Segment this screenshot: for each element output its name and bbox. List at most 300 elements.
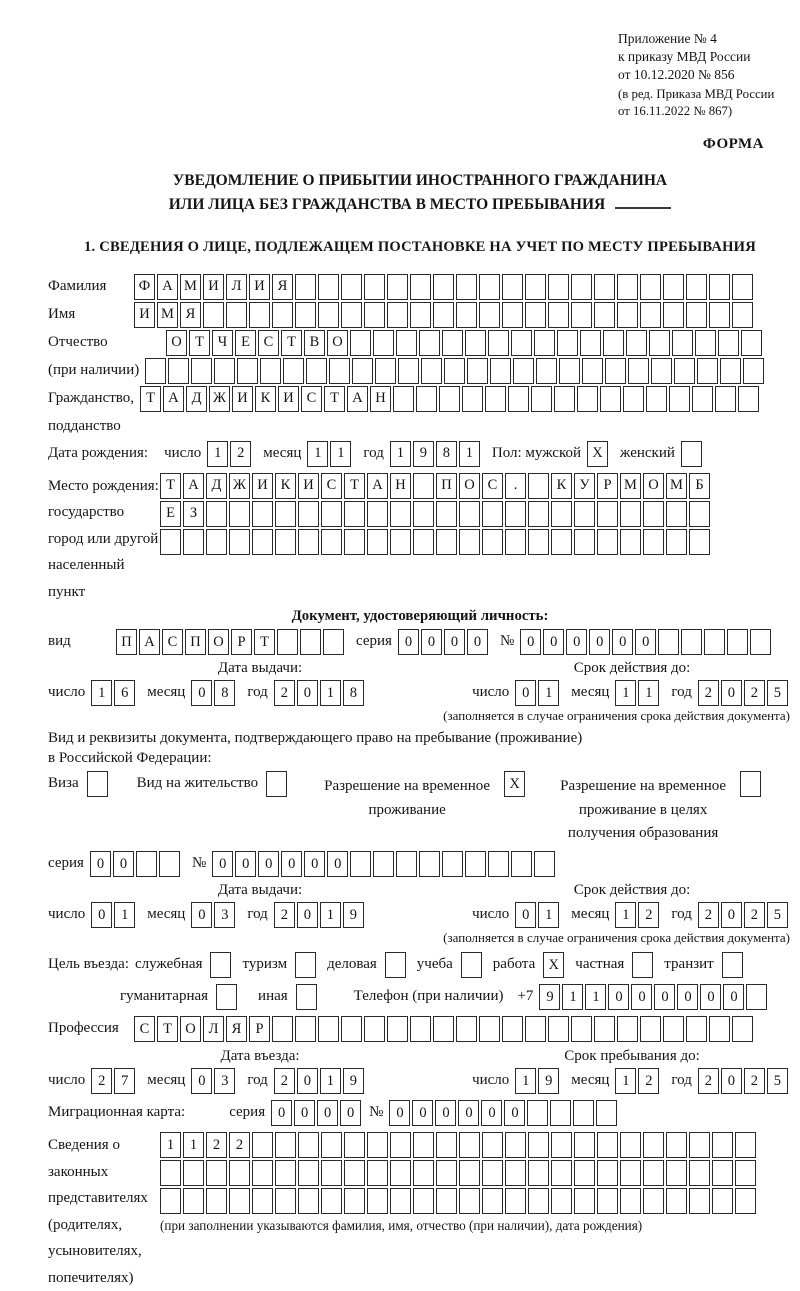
form-cell[interactable] [465,851,486,877]
form-cell[interactable]: 0 [515,902,536,928]
form-cell[interactable] [367,1160,388,1186]
form-cell[interactable] [689,1160,710,1186]
form-cell[interactable] [663,302,684,328]
form-cell[interactable] [746,984,767,1010]
form-cell[interactable]: 2 [698,680,719,706]
form-cell[interactable] [528,529,549,555]
form-cell[interactable] [482,501,503,527]
form-cell[interactable] [387,1016,408,1042]
form-cell[interactable] [511,330,532,356]
form-cell[interactable]: С [134,1016,155,1042]
form-cell[interactable] [390,1188,411,1214]
form-cell[interactable] [620,529,641,555]
form-cell[interactable] [511,851,532,877]
form-cell[interactable] [364,1016,385,1042]
form-cell[interactable] [229,1188,250,1214]
form-cell[interactable]: 5 [767,1068,788,1094]
form-cell[interactable] [436,1188,457,1214]
form-cell[interactable]: 2 [638,1068,659,1094]
form-cell[interactable] [459,501,480,527]
form-cell[interactable]: 0 [481,1100,502,1126]
form-cell[interactable]: 1 [207,441,228,467]
form-cell[interactable] [551,1160,572,1186]
form-cell[interactable] [433,302,454,328]
form-cell[interactable] [206,1188,227,1214]
form-cell[interactable] [643,529,664,555]
form-cell[interactable]: 0 [631,984,652,1010]
form-cell[interactable] [743,358,764,384]
form-cell[interactable]: И [203,274,224,300]
form-cell[interactable]: У [574,473,595,499]
form-cell[interactable] [643,1132,664,1158]
form-cell[interactable] [651,358,672,384]
form-cell[interactable] [465,330,486,356]
form-cell[interactable] [344,1160,365,1186]
form-cell[interactable]: 1 [615,680,636,706]
form-cell[interactable]: 0 [340,1100,361,1126]
form-cell[interactable] [709,274,730,300]
form-cell[interactable] [410,302,431,328]
form-cell[interactable] [640,274,661,300]
form-cell[interactable] [574,1160,595,1186]
form-cell[interactable] [375,358,396,384]
form-cell[interactable]: В [304,330,325,356]
form-cell[interactable]: А [163,386,184,412]
form-cell[interactable]: 1 [538,680,559,706]
form-cell[interactable]: 3 [214,902,235,928]
form-cell[interactable]: Р [249,1016,270,1042]
form-cell[interactable]: М [157,302,178,328]
form-cell[interactable]: О [643,473,664,499]
form-cell[interactable]: 1 [615,1068,636,1094]
form-cell[interactable]: 0 [421,629,442,655]
form-cell[interactable] [681,629,702,655]
form-cell[interactable]: Б [689,473,710,499]
form-cell[interactable]: 8 [214,680,235,706]
form-cell[interactable]: 0 [654,984,675,1010]
form-cell[interactable] [577,386,598,412]
form-cell[interactable]: 0 [700,984,721,1010]
form-cell[interactable]: 0 [566,629,587,655]
form-cell[interactable] [341,274,362,300]
form-cell[interactable] [727,629,748,655]
form-cell[interactable] [439,386,460,412]
form-cell[interactable]: 0 [235,851,256,877]
form-cell[interactable] [298,501,319,527]
form-cell[interactable] [203,302,224,328]
form-cell[interactable] [626,330,647,356]
form-cell[interactable] [735,1132,756,1158]
form-cell[interactable] [505,1188,526,1214]
form-cell[interactable] [321,501,342,527]
form-cell[interactable] [436,529,457,555]
form-cell[interactable] [534,851,555,877]
form-cell[interactable] [229,501,250,527]
form-cell[interactable]: И [298,473,319,499]
form-cell[interactable] [367,529,388,555]
form-cell[interactable]: 1 [638,680,659,706]
form-cell[interactable] [643,1188,664,1214]
form-cell[interactable]: 2 [229,1132,250,1158]
form-cell[interactable]: 0 [90,851,111,877]
form-cell[interactable] [502,302,523,328]
form-cell[interactable]: Т [344,473,365,499]
form-cell[interactable] [715,386,736,412]
option-visa-checkbox[interactable] [87,771,108,797]
form-cell[interactable] [750,629,771,655]
form-cell[interactable]: Ж [209,386,230,412]
form-cell[interactable]: Я [272,274,293,300]
form-cell[interactable]: 0 [444,629,465,655]
form-cell[interactable] [663,1016,684,1042]
form-cell[interactable] [306,358,327,384]
form-cell[interactable] [482,1188,503,1214]
sex-female-checkbox[interactable] [681,441,702,467]
form-cell[interactable] [410,274,431,300]
form-cell[interactable] [272,302,293,328]
form-cell[interactable] [686,1016,707,1042]
form-cell[interactable] [482,1132,503,1158]
form-cell[interactable] [580,330,601,356]
form-cell[interactable]: 2 [698,902,719,928]
form-cell[interactable]: З [183,501,204,527]
form-cell[interactable]: 0 [281,851,302,877]
form-cell[interactable] [442,851,463,877]
form-cell[interactable] [600,386,621,412]
form-cell[interactable] [298,529,319,555]
form-cell[interactable] [341,302,362,328]
form-cell[interactable] [459,1188,480,1214]
form-cell[interactable] [502,274,523,300]
form-cell[interactable] [597,1188,618,1214]
form-cell[interactable] [502,1016,523,1042]
form-cell[interactable] [709,302,730,328]
form-cell[interactable] [323,629,344,655]
form-cell[interactable]: 2 [698,1068,719,1094]
form-cell[interactable] [505,529,526,555]
form-cell[interactable] [525,1016,546,1042]
form-cell[interactable]: 9 [343,902,364,928]
form-cell[interactable] [712,1188,733,1214]
form-cell[interactable]: 9 [539,984,560,1010]
form-cell[interactable]: 8 [436,441,457,467]
form-cell[interactable] [620,1160,641,1186]
form-cell[interactable] [373,851,394,877]
form-cell[interactable] [321,1132,342,1158]
form-cell[interactable]: 2 [744,1068,765,1094]
form-cell[interactable]: 0 [304,851,325,877]
form-cell[interactable] [643,1160,664,1186]
form-cell[interactable]: Т [324,386,345,412]
form-cell[interactable]: С [482,473,503,499]
form-cell[interactable] [689,529,710,555]
form-cell[interactable] [321,529,342,555]
form-cell[interactable] [689,1132,710,1158]
form-cell[interactable] [620,1188,641,1214]
form-cell[interactable] [666,1188,687,1214]
form-cell[interactable]: П [436,473,457,499]
form-cell[interactable]: О [166,330,187,356]
form-cell[interactable] [462,386,483,412]
form-cell[interactable] [413,529,434,555]
form-cell[interactable] [295,274,316,300]
form-cell[interactable] [393,386,414,412]
form-cell[interactable] [686,302,707,328]
form-cell[interactable]: 5 [767,680,788,706]
form-cell[interactable] [300,629,321,655]
form-cell[interactable]: 0 [212,851,233,877]
form-cell[interactable] [597,501,618,527]
form-cell[interactable]: 0 [317,1100,338,1126]
form-cell[interactable]: Н [370,386,391,412]
form-cell[interactable]: Т [254,629,275,655]
form-cell[interactable]: 0 [677,984,698,1010]
form-cell[interactable]: Т [157,1016,178,1042]
form-cell[interactable]: И [249,274,270,300]
form-cell[interactable]: 0 [191,680,212,706]
form-cell[interactable]: 2 [744,902,765,928]
purpose-work-checkbox[interactable]: X [543,952,564,978]
purpose-private-checkbox[interactable] [632,952,653,978]
purpose-study-checkbox[interactable] [461,952,482,978]
form-cell[interactable]: 1 [160,1132,181,1158]
form-cell[interactable] [459,1160,480,1186]
form-cell[interactable]: 0 [294,1100,315,1126]
purpose-tourism-checkbox[interactable] [295,952,316,978]
form-cell[interactable]: 0 [721,1068,742,1094]
form-cell[interactable]: 0 [589,629,610,655]
form-cell[interactable] [413,501,434,527]
form-cell[interactable] [252,501,273,527]
form-cell[interactable]: Д [206,473,227,499]
form-cell[interactable] [318,274,339,300]
form-cell[interactable]: К [255,386,276,412]
form-cell[interactable] [350,330,371,356]
form-cell[interactable]: 1 [330,441,351,467]
form-cell[interactable]: 8 [343,680,364,706]
form-cell[interactable]: Т [140,386,161,412]
purpose-business-checkbox[interactable] [385,952,406,978]
form-cell[interactable]: 2 [274,1068,295,1094]
form-cell[interactable] [390,1132,411,1158]
form-cell[interactable] [508,386,529,412]
form-cell[interactable] [674,358,695,384]
form-cell[interactable]: Ф [134,274,155,300]
form-cell[interactable] [367,1188,388,1214]
form-cell[interactable] [573,1100,594,1126]
form-cell[interactable] [574,1188,595,1214]
form-cell[interactable] [459,529,480,555]
form-cell[interactable] [318,302,339,328]
form-cell[interactable] [364,274,385,300]
form-cell[interactable]: Ж [229,473,250,499]
form-cell[interactable] [456,302,477,328]
form-cell[interactable]: 1 [91,680,112,706]
form-cell[interactable] [528,473,549,499]
form-cell[interactable] [344,1132,365,1158]
form-cell[interactable] [738,386,759,412]
form-cell[interactable] [718,330,739,356]
form-cell[interactable] [419,330,440,356]
form-cell[interactable] [387,302,408,328]
form-cell[interactable] [551,501,572,527]
form-cell[interactable]: С [162,629,183,655]
form-cell[interactable] [488,851,509,877]
form-cell[interactable] [436,1160,457,1186]
form-cell[interactable]: 0 [504,1100,525,1126]
form-cell[interactable] [272,1016,293,1042]
form-cell[interactable] [168,358,189,384]
form-cell[interactable] [160,1160,181,1186]
form-cell[interactable]: 0 [389,1100,410,1126]
form-cell[interactable]: 0 [612,629,633,655]
form-cell[interactable]: 2 [91,1068,112,1094]
form-cell[interactable]: 1 [183,1132,204,1158]
form-cell[interactable] [160,529,181,555]
form-cell[interactable] [534,330,555,356]
form-cell[interactable]: Т [189,330,210,356]
form-cell[interactable] [367,501,388,527]
form-cell[interactable] [582,358,603,384]
form-cell[interactable] [479,1016,500,1042]
form-cell[interactable]: Ч [212,330,233,356]
form-cell[interactable]: 0 [515,680,536,706]
form-cell[interactable]: 0 [435,1100,456,1126]
form-cell[interactable]: 0 [398,629,419,655]
form-cell[interactable]: 1 [615,902,636,928]
form-cell[interactable]: Н [390,473,411,499]
form-cell[interactable]: П [116,629,137,655]
form-cell[interactable]: А [347,386,368,412]
form-cell[interactable] [505,1132,526,1158]
form-cell[interactable] [396,851,417,877]
form-cell[interactable]: И [252,473,273,499]
form-cell[interactable] [275,1132,296,1158]
option-residence-permit-checkbox[interactable] [266,771,287,797]
form-cell[interactable] [720,358,741,384]
form-cell[interactable] [341,1016,362,1042]
form-cell[interactable]: Д [186,386,207,412]
form-cell[interactable] [571,1016,592,1042]
form-cell[interactable]: 0 [297,680,318,706]
form-cell[interactable] [571,274,592,300]
form-cell[interactable] [551,1132,572,1158]
option-temp-residence-checkbox[interactable]: X [504,771,525,797]
form-cell[interactable] [732,302,753,328]
form-cell[interactable] [410,1016,431,1042]
form-cell[interactable] [390,529,411,555]
form-cell[interactable]: 7 [114,1068,135,1094]
form-cell[interactable] [697,358,718,384]
form-cell[interactable] [252,1132,273,1158]
form-cell[interactable] [709,1016,730,1042]
form-cell[interactable] [689,501,710,527]
form-cell[interactable] [605,358,626,384]
form-cell[interactable] [646,386,667,412]
form-cell[interactable]: 1 [538,902,559,928]
form-cell[interactable]: Р [597,473,618,499]
form-cell[interactable] [528,1132,549,1158]
form-cell[interactable]: А [183,473,204,499]
form-cell[interactable] [505,501,526,527]
form-cell[interactable] [214,358,235,384]
form-cell[interactable]: 0 [608,984,629,1010]
form-cell[interactable]: 0 [723,984,744,1010]
form-cell[interactable] [596,1100,617,1126]
form-cell[interactable] [433,274,454,300]
form-cell[interactable]: Р [231,629,252,655]
form-cell[interactable] [277,629,298,655]
purpose-humanitarian-checkbox[interactable] [216,984,237,1010]
form-cell[interactable] [295,302,316,328]
form-cell[interactable] [436,501,457,527]
form-cell[interactable]: 3 [214,1068,235,1094]
purpose-other-checkbox[interactable] [296,984,317,1010]
form-cell[interactable]: 1 [320,902,341,928]
form-cell[interactable] [658,629,679,655]
form-cell[interactable]: П [185,629,206,655]
form-cell[interactable] [183,1188,204,1214]
form-cell[interactable]: 9 [413,441,434,467]
form-cell[interactable] [551,1188,572,1214]
form-cell[interactable] [617,274,638,300]
form-cell[interactable] [704,629,725,655]
form-cell[interactable] [206,529,227,555]
form-cell[interactable] [160,1188,181,1214]
form-cell[interactable] [390,1160,411,1186]
form-cell[interactable] [252,1188,273,1214]
form-cell[interactable] [398,358,419,384]
form-cell[interactable] [623,386,644,412]
form-cell[interactable]: А [139,629,160,655]
form-cell[interactable] [525,302,546,328]
form-cell[interactable] [628,358,649,384]
form-cell[interactable] [528,1160,549,1186]
form-cell[interactable] [387,274,408,300]
form-cell[interactable] [617,1016,638,1042]
form-cell[interactable] [672,330,693,356]
form-cell[interactable] [226,302,247,328]
form-cell[interactable]: О [459,473,480,499]
form-cell[interactable]: 0 [271,1100,292,1126]
form-cell[interactable] [649,330,670,356]
form-cell[interactable]: Е [160,501,181,527]
form-cell[interactable]: 9 [343,1068,364,1094]
form-cell[interactable]: Т [160,473,181,499]
form-cell[interactable] [183,529,204,555]
form-cell[interactable] [396,330,417,356]
form-cell[interactable] [456,1016,477,1042]
form-cell[interactable]: 6 [114,680,135,706]
form-cell[interactable] [249,302,270,328]
form-cell[interactable] [482,1160,503,1186]
form-cell[interactable] [329,358,350,384]
form-cell[interactable] [597,1160,618,1186]
form-cell[interactable] [513,358,534,384]
form-cell[interactable]: 0 [327,851,348,877]
form-cell[interactable] [252,1160,273,1186]
form-cell[interactable]: Е [235,330,256,356]
form-cell[interactable] [416,386,437,412]
form-cell[interactable] [350,851,371,877]
form-cell[interactable] [571,302,592,328]
form-cell[interactable] [686,274,707,300]
form-cell[interactable]: 0 [297,902,318,928]
form-cell[interactable] [275,501,296,527]
form-cell[interactable] [597,529,618,555]
form-cell[interactable] [643,501,664,527]
option-temp-residence-education-checkbox[interactable] [740,771,761,797]
